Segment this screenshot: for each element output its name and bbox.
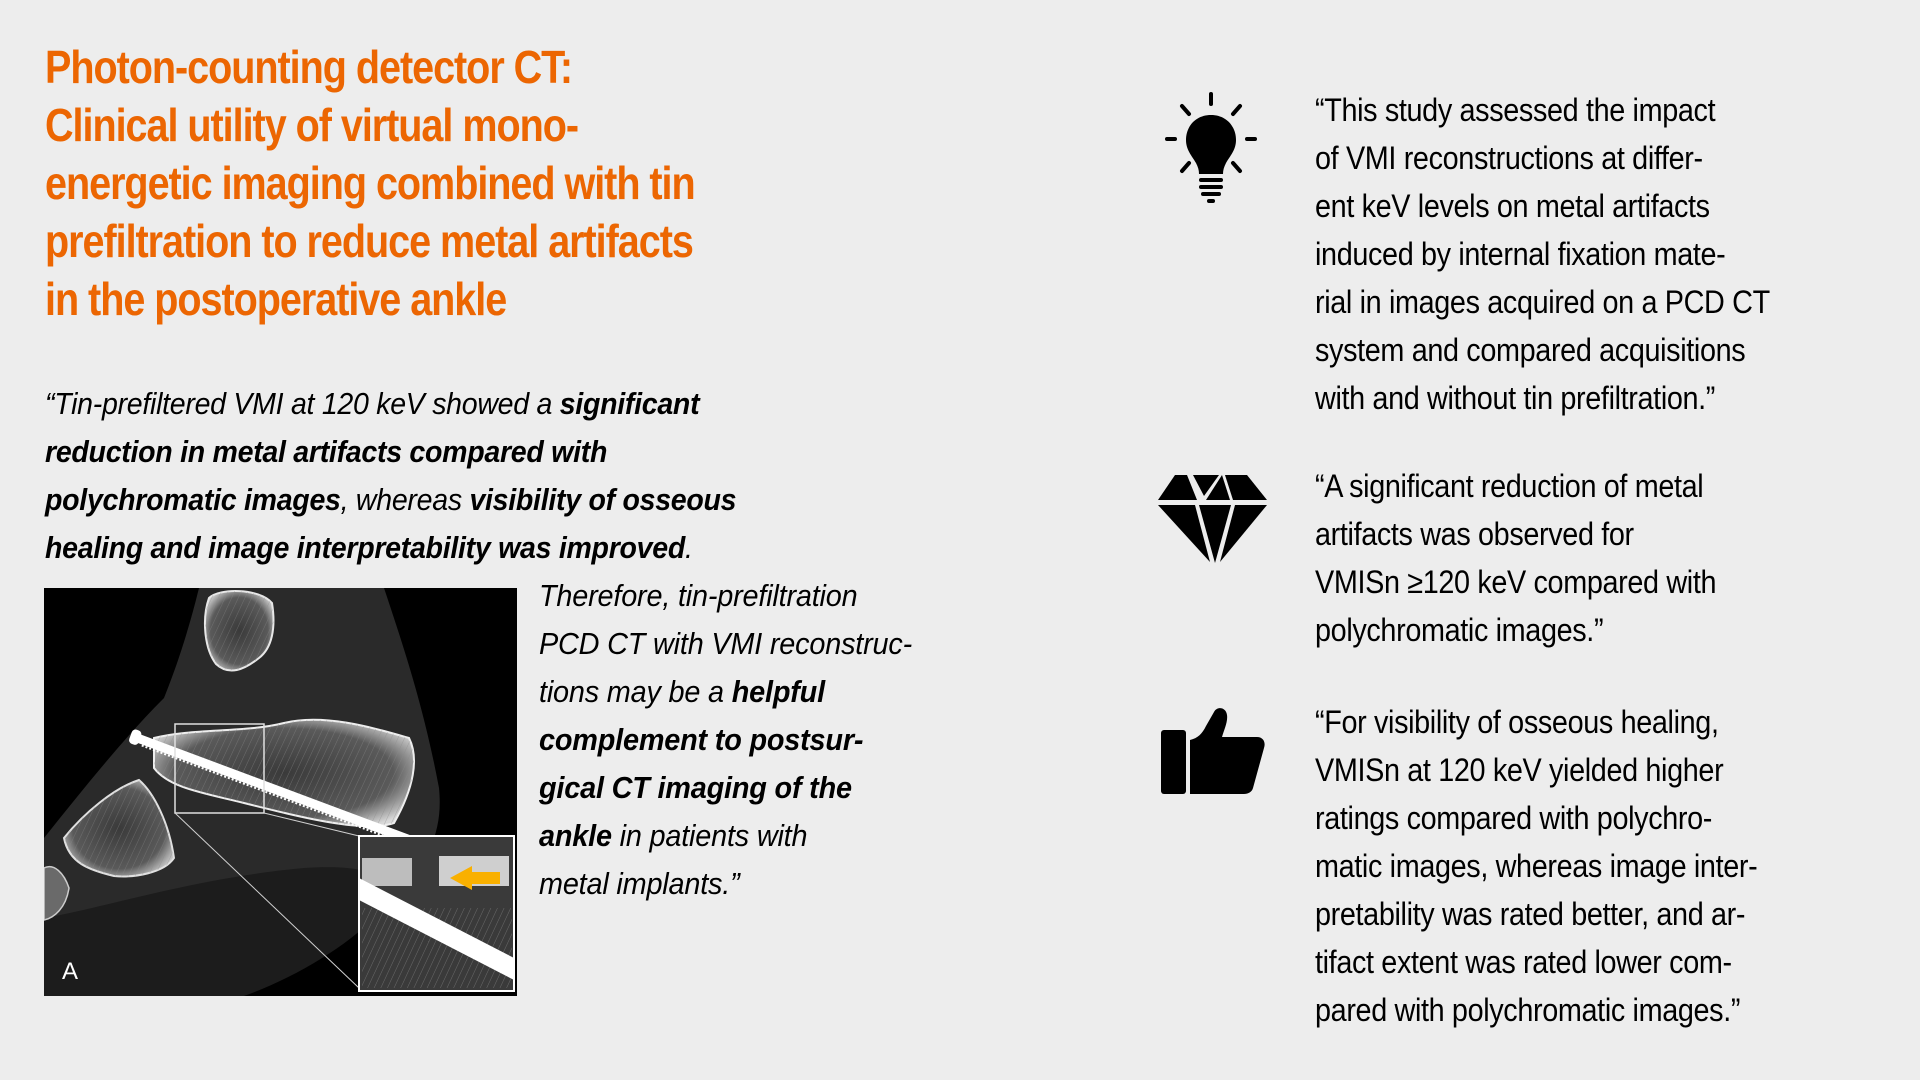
- finding-line: system and compared acquisitions: [1315, 332, 1746, 368]
- figure-panel-label: A: [62, 958, 79, 985]
- finding-line: ent keV levels on metal artifacts: [1315, 188, 1710, 224]
- finding-line: “For visibility of osseous healing,: [1315, 704, 1719, 740]
- quote-line: [539, 812, 967, 860]
- finding-line: ratings compared with polychro-: [1315, 800, 1713, 836]
- quote-segment: metal implants.”: [539, 866, 740, 901]
- main-quote-continuation: [539, 572, 999, 908]
- quote-emphasis: complement to postsur-: [539, 722, 864, 757]
- finding-line: tifact extent was rated lower com-: [1315, 944, 1732, 980]
- finding-line: “This study assessed the impact: [1315, 92, 1716, 128]
- main-quote: [45, 380, 945, 572]
- quote-emphasis: visibility of osseous: [469, 482, 737, 517]
- diamond-icon: [1140, 462, 1270, 592]
- finding-line: with and without tin prefiltration.”: [1315, 380, 1716, 416]
- title-line: energetic imaging combined with tin: [45, 157, 695, 209]
- title-line: prefiltration to reduce metal artifacts: [45, 215, 693, 267]
- quote-emphasis: significant: [559, 386, 700, 421]
- quote-line: [539, 668, 967, 716]
- title-line: in the postoperative ankle: [45, 273, 507, 325]
- quote-segment: in patients with: [611, 818, 808, 853]
- quote-line: [539, 764, 967, 812]
- quote-emphasis: polychromatic images: [45, 482, 341, 517]
- quote-line: [539, 860, 967, 908]
- page-title: [45, 38, 1145, 328]
- quote-line: [539, 620, 967, 668]
- quote-emphasis: reduction in metal artifacts compared with: [45, 434, 608, 469]
- quote-segment: “Tin-prefiltered VMI at 120 keV showed a: [45, 386, 560, 421]
- quote-segment: Therefore, tin-prefiltration: [539, 578, 858, 613]
- finding-line: of VMI reconstructions at differ-: [1315, 140, 1703, 176]
- quote-segment: .: [684, 530, 693, 565]
- quote-line: [45, 380, 873, 428]
- thumbs-up-icon: [1140, 698, 1270, 828]
- finding-line: VMISn at 120 keV yielded higher: [1315, 752, 1724, 788]
- quote-line: [45, 428, 873, 476]
- finding-text: [1315, 86, 1915, 422]
- quote-line: [539, 572, 967, 620]
- quote-line: [45, 524, 873, 572]
- title-line: Clinical utility of virtual mono-: [45, 99, 578, 151]
- finding-text: [1315, 462, 1915, 654]
- finding-line: “A significant reduction of metal: [1315, 468, 1704, 504]
- title-line: Photon-counting detector CT:: [45, 41, 573, 93]
- finding-line: VMISn ≥120 keV compared with: [1315, 564, 1717, 600]
- finding-line: pretability was rated better, and ar-: [1315, 896, 1746, 932]
- ct-scan-illustration: [44, 588, 517, 996]
- quote-emphasis: helpful: [731, 674, 825, 709]
- quote-segment: , whereas: [340, 482, 470, 517]
- quote-segment: tions may be a: [539, 674, 732, 709]
- finding-line: induced by internal fixation mate-: [1315, 236, 1726, 272]
- finding-line: pared with polychromatic images.”: [1315, 992, 1741, 1028]
- finding-line: artifacts was observed for: [1315, 516, 1634, 552]
- lightbulb-icon: [1140, 86, 1270, 216]
- quote-segment: PCD CT with VMI reconstruc-: [539, 626, 913, 661]
- finding-line: matic images, whereas image inter-: [1315, 848, 1758, 884]
- finding-text: [1315, 698, 1915, 1034]
- quote-line: [45, 476, 873, 524]
- finding-line: polychromatic images.”: [1315, 612, 1604, 648]
- quote-emphasis: gical CT imaging of the: [539, 770, 852, 805]
- quote-emphasis: ankle: [539, 818, 612, 853]
- quote-emphasis: healing and image interpretability was improved: [45, 530, 685, 565]
- ct-ankle-figure: [44, 588, 517, 996]
- finding-line: rial in images acquired on a PCD CT: [1315, 284, 1770, 320]
- quote-line: [539, 716, 967, 764]
